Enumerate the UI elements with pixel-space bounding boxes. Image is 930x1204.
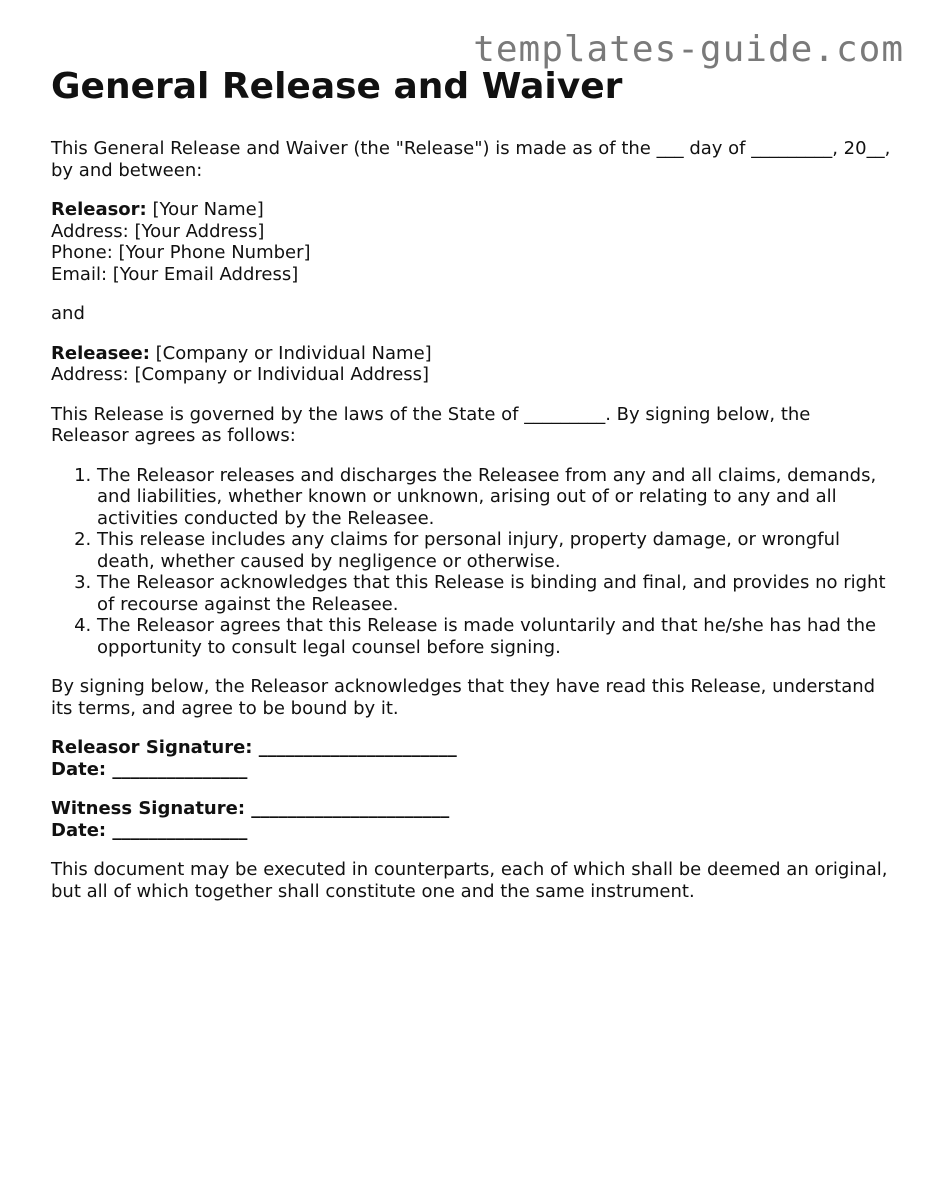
- releasor-phone: Phone: [Your Phone Number]: [51, 242, 311, 263]
- releasee-block: [51, 343, 891, 386]
- releasor-signature-line: Releasor Signature: ______________________: [51, 737, 457, 758]
- term-item: 3. The Releasor acknowledges that this Release is binding and final, and provides no right of recourse against the Releasee.: [97, 572, 891, 615]
- document-body: [51, 64, 891, 920]
- witness-signature-line: Witness Signature: ______________________: [51, 798, 450, 819]
- releasee-name: [Company or Individual Name]: [149, 342, 432, 364]
- intro-paragraph: This General Release and Waiver (the "Release") is made as of the ___ day of _________, 20__, by and between:: [51, 138, 891, 181]
- acknowledgment-paragraph: By signing below, the Releasor acknowledges that they have read this Release, understand its terms, and agree to be bound by it.: [51, 676, 876, 719]
- term-item: 4. The Releasor agrees that this Release is made voluntarily and that he/she has had the opportunity to consult legal counsel before signing.: [97, 615, 891, 658]
- releasor-email: Email: [Your Email Address]: [51, 263, 299, 285]
- watermark: templates-guide.com: [473, 29, 904, 70]
- releasor-label: Releasor:: [51, 199, 147, 220]
- and-text: and: [51, 303, 85, 324]
- releasee-name-line: [51, 343, 891, 365]
- releasor-name: [Your Name]: [146, 199, 264, 220]
- document-title: General Release and Waiver: [51, 66, 623, 107]
- releasee-label: Releasee:: [51, 342, 150, 364]
- governing-law-paragraph: This Release is governed by the laws of the State of _________. By signing below, the Releasor agrees as follows:: [51, 403, 811, 446]
- term-item: 2. This release includes any claims for personal injury, property damage, or wrongful death, whether caused by negligence or otherwise.: [97, 529, 891, 572]
- releasor-block: [51, 199, 891, 285]
- releasee-address: Address: [Company or Individual Address]: [51, 364, 430, 385]
- term-item: 1. The Releasor releases and discharges the Releasee from any and all claims, demands, and liabilities, whether known or unknown, arising out of or relating to any and all activities conducted by the Releasee.: [97, 465, 891, 530]
- releasor-address: Address: [Your Address]: [51, 220, 265, 242]
- counterparts-paragraph: This document may be executed in counterparts, each of which shall be deemed an original, but all of which together shall constitute one and the same instrument.: [51, 859, 888, 902]
- releasor-date-line: Date: _______________: [51, 758, 248, 780]
- witness-signature-block: [51, 798, 891, 841]
- terms-list: [51, 465, 891, 659]
- witness-date-line: Date: _______________: [51, 819, 248, 841]
- releasor-name-line: [51, 199, 891, 221]
- releasor-signature-block: [51, 737, 891, 780]
